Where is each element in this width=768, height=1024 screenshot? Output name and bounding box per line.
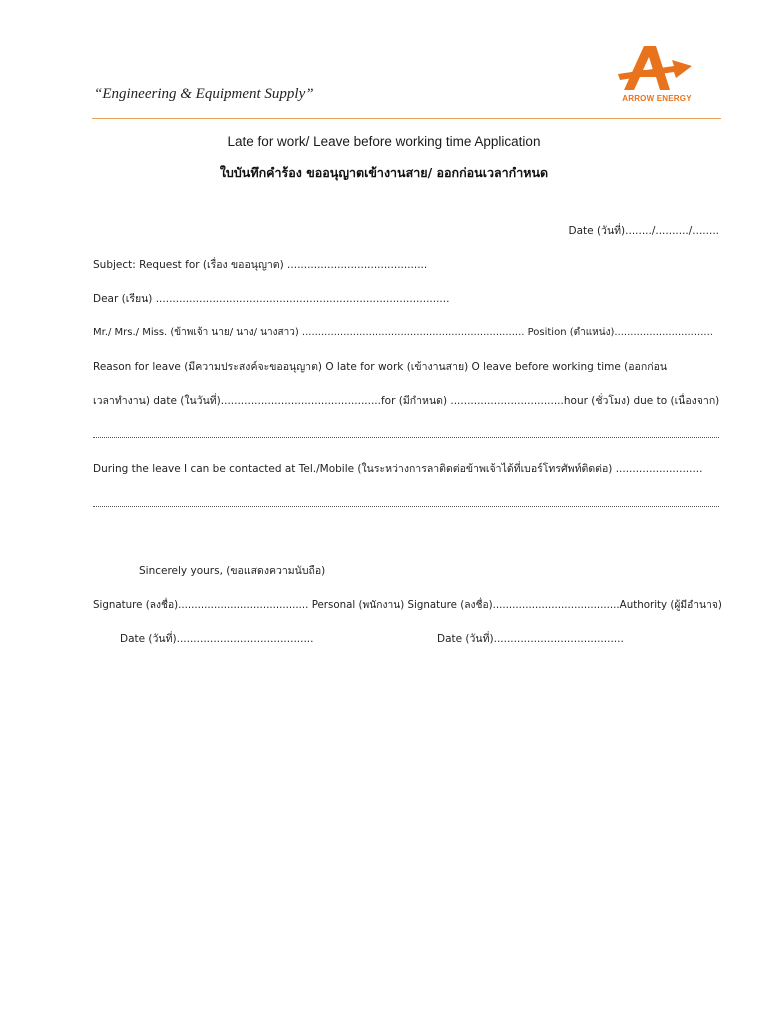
logo-wordmark: ARROW ENERGY bbox=[622, 94, 692, 103]
date-field[interactable]: Date (วันที่)......../........../........ bbox=[568, 225, 719, 237]
form-title-thai: ใบบันทึกคำร้อง ขออนุญาตเข้างานสาย/ ออกก่อนเวลากำหนด bbox=[219, 165, 549, 180]
form-title-english: Late for work/ Leave before working time Application bbox=[227, 134, 541, 149]
reason-detail-line[interactable] bbox=[93, 437, 719, 438]
name-position-field[interactable]: Mr./ Mrs./ Miss. (ข้าพเจ้า นาย/ นาง/ นางสาว) ...................................................................... Position (ตำแหน่ง)............................... bbox=[93, 327, 713, 338]
signature-line[interactable]: Signature (ลงชื่อ)........................................ Personal (พนักงาน) Signature (ลงชื่อ).......................................Authority (ผู้มีอำนาจ) bbox=[93, 599, 722, 611]
header-divider bbox=[92, 118, 721, 119]
reason-date-hours-field[interactable]: เวลาทำงาน) date (ในวันที่)................................................for (มีกำหนด) ..................................hour (ชั่วโมง) due to (เนื่องจาก) bbox=[93, 395, 720, 407]
date-personal-field[interactable]: Date (วันที่)......................................... bbox=[120, 633, 314, 645]
subject-field[interactable]: Subject: Request for (เรื่อง ขออนุญาต) .......................................... bbox=[93, 259, 428, 271]
contact-detail-line[interactable] bbox=[93, 506, 719, 507]
reason-field[interactable]: Reason for leave (มีความประสงค์จะขออนุญาต) O late for work (เข้างานสาย) O leave before working time (ออกก่อน bbox=[93, 361, 668, 373]
dear-field[interactable]: Dear (เรียน) ........................................................................................ bbox=[93, 293, 450, 305]
company-tagline: “Engineering & Equipment Supply” bbox=[94, 86, 314, 102]
contact-field[interactable]: During the leave I can be contacted at Tel./Mobile (ในระหว่างการลาติดต่อข้าพเจ้าได้ที่เบอร์โทรศัพท์ติดต่อ) .......................... bbox=[93, 463, 703, 475]
date-authority-field[interactable]: Date (วันที่)....................................... bbox=[437, 633, 624, 645]
closing-text: Sincerely yours, (ขอแสดงความนับถือ) bbox=[139, 565, 326, 577]
